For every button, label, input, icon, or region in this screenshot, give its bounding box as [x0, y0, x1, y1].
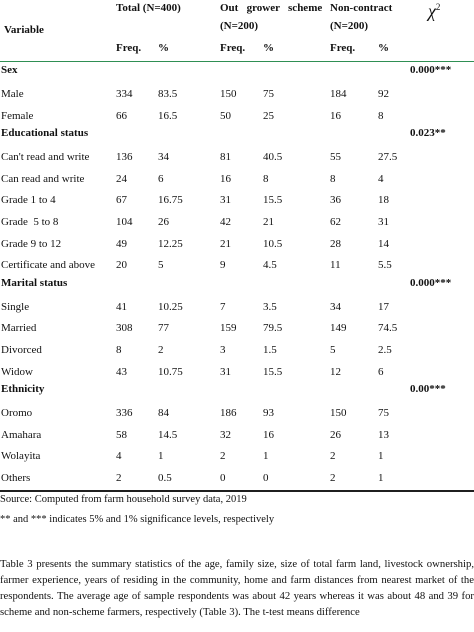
value-cell: 21: [220, 238, 231, 250]
value-cell: 4: [116, 450, 122, 462]
value-cell: 7: [220, 301, 226, 313]
value-cell: 10.75: [158, 366, 183, 378]
value-cell: 16: [330, 110, 341, 122]
value-cell: 58: [116, 429, 127, 441]
row-label: Can't read and write: [1, 151, 90, 163]
header-variable: Variable: [4, 24, 44, 36]
value-cell: 18: [378, 194, 389, 206]
value-cell: 84: [158, 407, 169, 419]
value-cell: 159: [220, 322, 237, 334]
section-row: [0, 64, 474, 84]
table-row: [0, 151, 474, 171]
value-cell: 67: [116, 194, 127, 206]
header-noncontract-pct: %: [378, 42, 389, 54]
table-row: [0, 450, 474, 470]
value-cell: 42: [220, 216, 231, 228]
value-cell: 10.5: [263, 238, 283, 250]
value-cell: 83.5: [158, 88, 178, 100]
value-cell: 8: [378, 110, 384, 122]
value-cell: 14.5: [158, 429, 178, 441]
value-cell: 2: [116, 472, 122, 484]
table-row: [0, 429, 474, 449]
header-scheme-line1: Out grower scheme: [220, 2, 323, 14]
chi-square-significance: 0.023**: [410, 127, 446, 140]
chi-square-significance: 0.000***: [410, 276, 452, 289]
table-row: [0, 88, 474, 108]
value-cell: 136: [116, 151, 133, 163]
row-label: Grade 5 to 8: [1, 216, 59, 228]
value-cell: 9: [220, 259, 226, 271]
value-cell: 66: [116, 110, 127, 122]
value-cell: 0: [263, 472, 269, 484]
chi-square-significance: 0.00***: [410, 383, 446, 396]
header-noncontract-freq: Freq.: [330, 42, 356, 54]
value-cell: 43: [116, 366, 127, 378]
value-cell: 16: [220, 173, 231, 185]
value-cell: 75: [263, 88, 274, 100]
value-cell: 77: [158, 322, 169, 334]
row-label: Single: [1, 301, 30, 313]
value-cell: 1: [263, 450, 269, 462]
section-title: Sex: [1, 64, 18, 76]
value-cell: 17: [378, 301, 389, 313]
value-cell: 16.5: [158, 110, 178, 122]
value-cell: 5: [330, 344, 336, 356]
row-label: Widow: [1, 366, 33, 378]
value-cell: 16: [263, 429, 274, 441]
value-cell: 21: [263, 216, 274, 228]
value-cell: 27.5: [378, 151, 398, 163]
value-cell: 16.75: [158, 194, 183, 206]
value-cell: 20: [116, 259, 127, 271]
header-scheme-freq: Freq.: [220, 42, 246, 54]
header-total-freq: Freq.: [116, 42, 142, 54]
value-cell: 4.5: [263, 259, 277, 271]
table-row: [0, 194, 474, 214]
row-label: Male: [1, 88, 24, 100]
value-cell: 12.25: [158, 238, 183, 250]
value-cell: 81: [220, 151, 231, 163]
value-cell: 1.5: [263, 344, 277, 356]
value-cell: 3: [220, 344, 226, 356]
row-label: Married: [1, 322, 37, 334]
value-cell: 74.5: [378, 322, 398, 334]
value-cell: 24: [116, 173, 127, 185]
significance-note: ** and *** indicates 5% and 1% significance levels, respectively: [0, 514, 275, 525]
row-label: Others: [1, 472, 31, 484]
table-row: [0, 472, 474, 492]
value-cell: 8: [263, 173, 269, 185]
header-total: Total (N=400): [116, 2, 181, 14]
value-cell: 75: [378, 407, 389, 419]
value-cell: 92: [378, 88, 389, 100]
value-cell: 6: [158, 173, 164, 185]
value-cell: 150: [220, 88, 237, 100]
value-cell: 2.5: [378, 344, 392, 356]
row-label: Divorced: [1, 344, 42, 356]
value-cell: 15.5: [263, 366, 283, 378]
value-cell: 8: [116, 344, 122, 356]
value-cell: 1: [158, 450, 164, 462]
value-cell: 26: [158, 216, 169, 228]
value-cell: 50: [220, 110, 231, 122]
table-row: [0, 322, 474, 342]
value-cell: 10.25: [158, 301, 183, 313]
value-cell: 5.5: [378, 259, 392, 271]
value-cell: 2: [220, 450, 226, 462]
value-cell: 28: [330, 238, 341, 250]
value-cell: 184: [330, 88, 347, 100]
value-cell: 36: [330, 194, 341, 206]
table-bottom-rule: [0, 490, 474, 492]
value-cell: 2: [330, 450, 336, 462]
row-label: Amahara: [1, 429, 42, 441]
row-label: Can read and write: [1, 173, 85, 185]
value-cell: 55: [330, 151, 341, 163]
header-total-pct: %: [158, 42, 169, 54]
row-label: Grade 1 to 4: [1, 194, 56, 206]
value-cell: 93: [263, 407, 274, 419]
row-label: Grade 9 to 12: [1, 238, 62, 250]
row-label: Female: [1, 110, 34, 122]
section-row: [0, 277, 474, 297]
value-cell: 41: [116, 301, 127, 313]
table-row: [0, 407, 474, 427]
table-row: [0, 173, 474, 193]
value-cell: 3.5: [263, 301, 277, 313]
value-cell: 2: [330, 472, 336, 484]
value-cell: 14: [378, 238, 389, 250]
value-cell: 5: [158, 259, 164, 271]
value-cell: 31: [220, 366, 231, 378]
section-row: [0, 127, 474, 147]
value-cell: 40.5: [263, 151, 283, 163]
value-cell: 12: [330, 366, 341, 378]
table-row: [0, 344, 474, 364]
header-noncontract-line2: (N=200): [330, 20, 369, 32]
value-cell: 336: [116, 407, 133, 419]
table-row: [0, 238, 474, 258]
value-cell: 4: [378, 173, 384, 185]
value-cell: 31: [220, 194, 231, 206]
header-rule: [0, 61, 474, 62]
value-cell: 0.5: [158, 472, 172, 484]
value-cell: 49: [116, 238, 127, 250]
section-title: Educational status: [1, 127, 89, 140]
section-row: [0, 383, 474, 403]
chi-letter: χ: [428, 1, 436, 21]
value-cell: 11: [330, 259, 341, 271]
value-cell: 308: [116, 322, 133, 334]
value-cell: 150: [330, 407, 347, 419]
value-cell: 186: [220, 407, 237, 419]
row-label: Certificate and above: [1, 259, 96, 271]
value-cell: 15.5: [263, 194, 283, 206]
table-row: [0, 216, 474, 236]
row-label: Wolayita: [1, 450, 41, 462]
value-cell: 149: [330, 322, 347, 334]
value-cell: 32: [220, 429, 231, 441]
section-title: Ethnicity: [1, 383, 45, 396]
value-cell: 2: [158, 344, 164, 356]
value-cell: 31: [378, 216, 389, 228]
header-scheme-pct: %: [263, 42, 274, 54]
header-scheme-line2: (N=200): [220, 20, 259, 32]
chi-square-symbol: [428, 1, 440, 22]
value-cell: 26: [330, 429, 341, 441]
value-cell: 1: [378, 450, 384, 462]
value-cell: 1: [378, 472, 384, 484]
header-noncontract-line1: Non-contract: [330, 2, 393, 14]
chi-superscript: 2: [435, 2, 441, 12]
row-label: Oromo: [1, 407, 33, 419]
value-cell: 62: [330, 216, 341, 228]
value-cell: 0: [220, 472, 226, 484]
value-cell: 25: [263, 110, 274, 122]
section-title: Marital status: [1, 276, 68, 289]
value-cell: 34: [158, 151, 169, 163]
body-paragraph: Table 3 presents the summary statistics of the age, family size, size of total farm land, livestock ownership, farmer experience, years of residing in the community, home and farm distances from nearest market of the respondents. The average age of sample respondents was about 42 years whereas it was about 48 and 39 for scheme and non-scheme farmers, respectively (Table 3). The t-test means difference: [0, 558, 474, 618]
value-cell: 104: [116, 216, 133, 228]
value-cell: 34: [330, 301, 341, 313]
value-cell: 13: [378, 429, 389, 441]
value-cell: 6: [378, 366, 384, 378]
chi-square-significance: 0.000***: [410, 64, 452, 76]
value-cell: 79.5: [263, 322, 283, 334]
value-cell: 334: [116, 88, 133, 100]
source-note: Source: Computed from farm household survey data, 2019: [0, 494, 247, 505]
value-cell: 8: [330, 173, 336, 185]
table-row: [0, 301, 474, 321]
